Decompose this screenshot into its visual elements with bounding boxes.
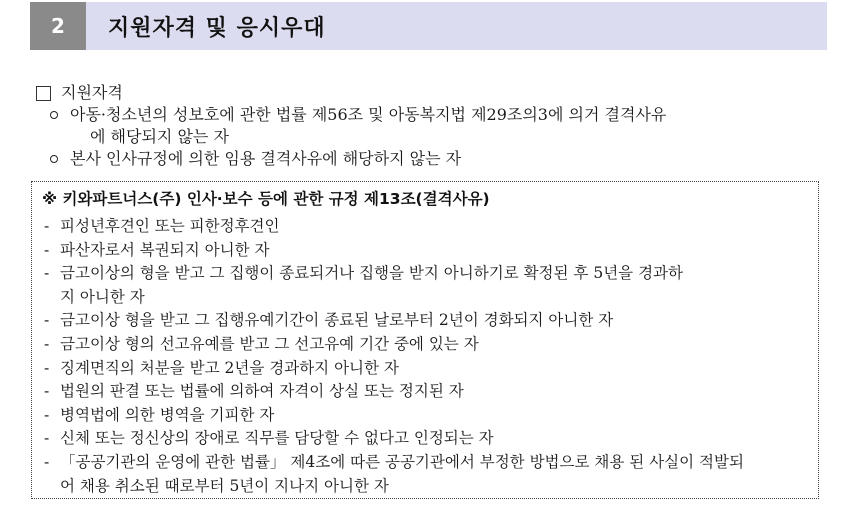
dash-bullet: - <box>44 405 50 424</box>
list-item-text: 신체 또는 정신상의 장애로 직무를 담당할 수 없다고 인정되는 자 <box>60 429 494 448</box>
rule-box-title: ※ 키와파트너스(주) 인사·보수 등에 관한 규정 제13조(결격사유) <box>42 190 490 208</box>
disqualification-list <box>44 215 814 498</box>
list-item <box>44 333 814 357</box>
list-item <box>44 404 814 428</box>
disqualification-rule-box <box>31 181 819 499</box>
list-item-text: 피성년후견인 또는 피한정후견인 <box>60 217 280 235</box>
list-item-text: 금고이상의 형을 받고 그 집행이 종료되거나 집행을 받지 아니하기로 확정된 후 5년을 경과하 <box>60 264 683 283</box>
list-item <box>44 451 814 498</box>
dash-bullet: - <box>44 311 50 330</box>
section-header <box>30 2 827 50</box>
list-item-text: 금고이상 형을 받고 그 집행유예기간이 종료된 날로부터 2년이 경화되지 아니한 자 <box>60 311 614 330</box>
section-number: 2 <box>30 2 86 50</box>
dash-bullet: - <box>44 382 50 401</box>
list-item <box>44 262 814 309</box>
list-item <box>44 215 814 239</box>
eligibility-section <box>34 82 839 170</box>
list-item <box>44 239 814 263</box>
list-item-text-cont: 지 아니한 자 <box>60 287 145 306</box>
dash-bullet: - <box>44 264 50 283</box>
eligibility-item <box>34 148 839 170</box>
circle-bullet-icon <box>50 155 58 163</box>
list-item-text: 병역법에 의한 병역을 기피한 자 <box>60 405 275 424</box>
section-title: 지원자격 및 응시우대 <box>108 15 326 41</box>
dash-bullet: - <box>44 358 50 377</box>
list-item-text: 금고이상 형의 선고유예를 받고 그 선고유예 기간 중에 있는 자 <box>60 334 479 353</box>
list-item-text-cont: 어 채용 취소된 때로부터 5년이 지나지 아니한 자 <box>60 476 389 495</box>
list-item-text: 징계면직의 처분을 받고 2년을 경과하지 아니한 자 <box>60 358 399 377</box>
list-item-text: 파산자로서 복권되지 아니한 자 <box>60 240 270 259</box>
list-item <box>44 380 814 404</box>
eligibility-item-text: 본사 인사규정에 의한 임용 결격사유에 해당하지 않는 자 <box>70 149 462 168</box>
eligibility-item-text: 아동·청소년의 성보호에 관한 법률 제56조 및 아동복지법 제29조의3에 의거 결격사유 <box>70 105 667 124</box>
dash-bullet: - <box>44 429 50 448</box>
dash-bullet: - <box>44 240 50 259</box>
dash-bullet: - <box>44 334 50 353</box>
dash-bullet: - <box>44 452 50 471</box>
circle-bullet-icon <box>50 111 58 119</box>
checkbox-icon <box>36 86 51 101</box>
dash-bullet: - <box>44 217 50 235</box>
list-item-text: 「공공기관의 운영에 관한 법률」 제4조에 따른 공공기관에서 부정한 방법으로 채용 된 사실이 적발되 <box>60 452 744 471</box>
list-item <box>44 427 814 451</box>
eligibility-item-text-cont: 에 해당되지 않는 자 <box>90 127 229 146</box>
eligibility-item <box>34 104 839 148</box>
list-item-text: 법원의 판결 또는 법률에 의하여 자격이 상실 또는 정지된 자 <box>60 382 464 401</box>
eligibility-heading-text: 지원자격 <box>61 83 123 102</box>
list-item <box>44 309 814 333</box>
eligibility-heading <box>34 82 839 104</box>
list-item <box>44 357 814 381</box>
